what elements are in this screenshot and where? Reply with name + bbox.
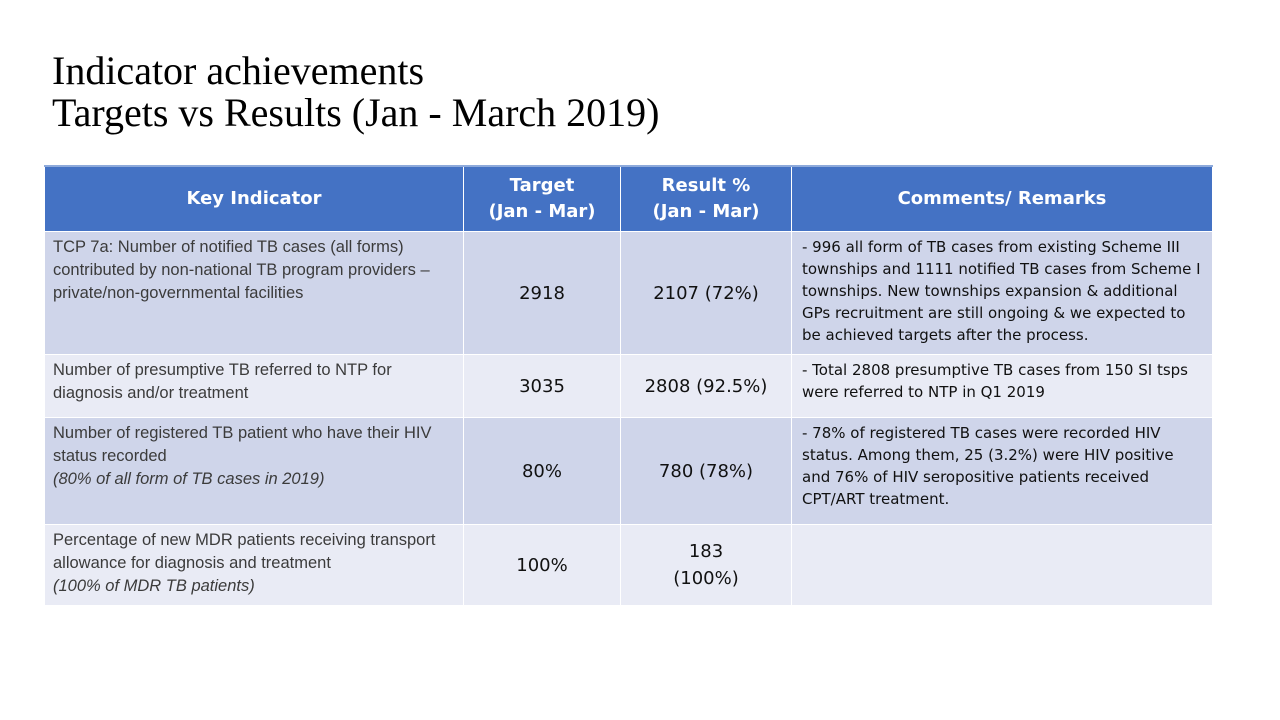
header-target-line2: (Jan - Mar) bbox=[488, 201, 596, 222]
comment-cell: - 996 all form of TB cases from existing Scheme III townships and 1111 notified TB cases from Scheme I townships. New townships expansion & additional GPs recruitment are still ongoing & we expected to be achieved targets after the process. bbox=[792, 232, 1213, 355]
indicator-table bbox=[44, 165, 1213, 606]
indicator-cell bbox=[45, 232, 464, 355]
header-result-line2: (Jan - Mar) bbox=[652, 201, 760, 222]
result-line1: 2107 (72%) bbox=[653, 282, 759, 304]
header-target-line1: Target bbox=[509, 175, 575, 196]
result-cell bbox=[621, 418, 792, 525]
indicator-cell bbox=[45, 355, 464, 418]
header-row bbox=[45, 166, 1213, 232]
header-key-indicator: Key Indicator bbox=[45, 166, 464, 232]
comment-cell bbox=[792, 525, 1213, 606]
result-line1: 2808 (92.5%) bbox=[644, 375, 768, 397]
comment-cell: - Total 2808 presumptive TB cases from 150 SI tsps were referred to NTP in Q1 2019 bbox=[792, 355, 1213, 418]
indicator-text: Number of registered TB patient who have their HIV status recorded bbox=[53, 424, 432, 465]
table-header bbox=[45, 166, 1213, 232]
target-cell: 3035 bbox=[464, 355, 621, 418]
indicator-cell bbox=[45, 418, 464, 525]
result-line2: (100%) bbox=[673, 568, 739, 589]
result-cell bbox=[621, 355, 792, 418]
indicator-text: Number of presumptive TB referred to NTP for diagnosis and/or treatment bbox=[53, 361, 392, 402]
result-line1: 780 (78%) bbox=[658, 460, 754, 482]
result-cell bbox=[621, 525, 792, 606]
header-target bbox=[464, 166, 621, 232]
target-cell: 100% bbox=[464, 525, 621, 606]
indicator-note: (100% of MDR TB patients) bbox=[53, 577, 255, 595]
target-cell: 80% bbox=[464, 418, 621, 525]
result-line1: 183 bbox=[688, 541, 724, 562]
result-cell bbox=[621, 232, 792, 355]
title-line-2: Targets vs Results (Jan - March 2019) bbox=[52, 90, 660, 135]
title-line-1: Indicator achievements bbox=[52, 48, 425, 93]
table-row bbox=[45, 525, 1213, 606]
target-cell: 2918 bbox=[464, 232, 621, 355]
header-result bbox=[621, 166, 792, 232]
indicator-text: TCP 7a: Number of notified TB cases (all forms) contributed by non-national TB program providers – private/non-governmental facilities bbox=[53, 238, 430, 302]
table-row bbox=[45, 355, 1213, 418]
indicator-note: (80% of all form of TB cases in 2019) bbox=[53, 470, 325, 488]
comment-cell: - 78% of registered TB cases were recorded HIV status. Among them, 25 (3.2%) were HIV positive and 76% of HIV seropositive patients received CPT/ART treatment. bbox=[792, 418, 1213, 525]
indicator-text: Percentage of new MDR patients receiving transport allowance for diagnosis and treatment bbox=[53, 531, 436, 572]
indicator-cell bbox=[45, 525, 464, 606]
header-result-line1: Result % bbox=[661, 175, 751, 196]
table-row bbox=[45, 232, 1213, 355]
header-comments: Comments/ Remarks bbox=[792, 166, 1213, 232]
table-row bbox=[45, 418, 1213, 525]
slide-title bbox=[52, 50, 659, 134]
